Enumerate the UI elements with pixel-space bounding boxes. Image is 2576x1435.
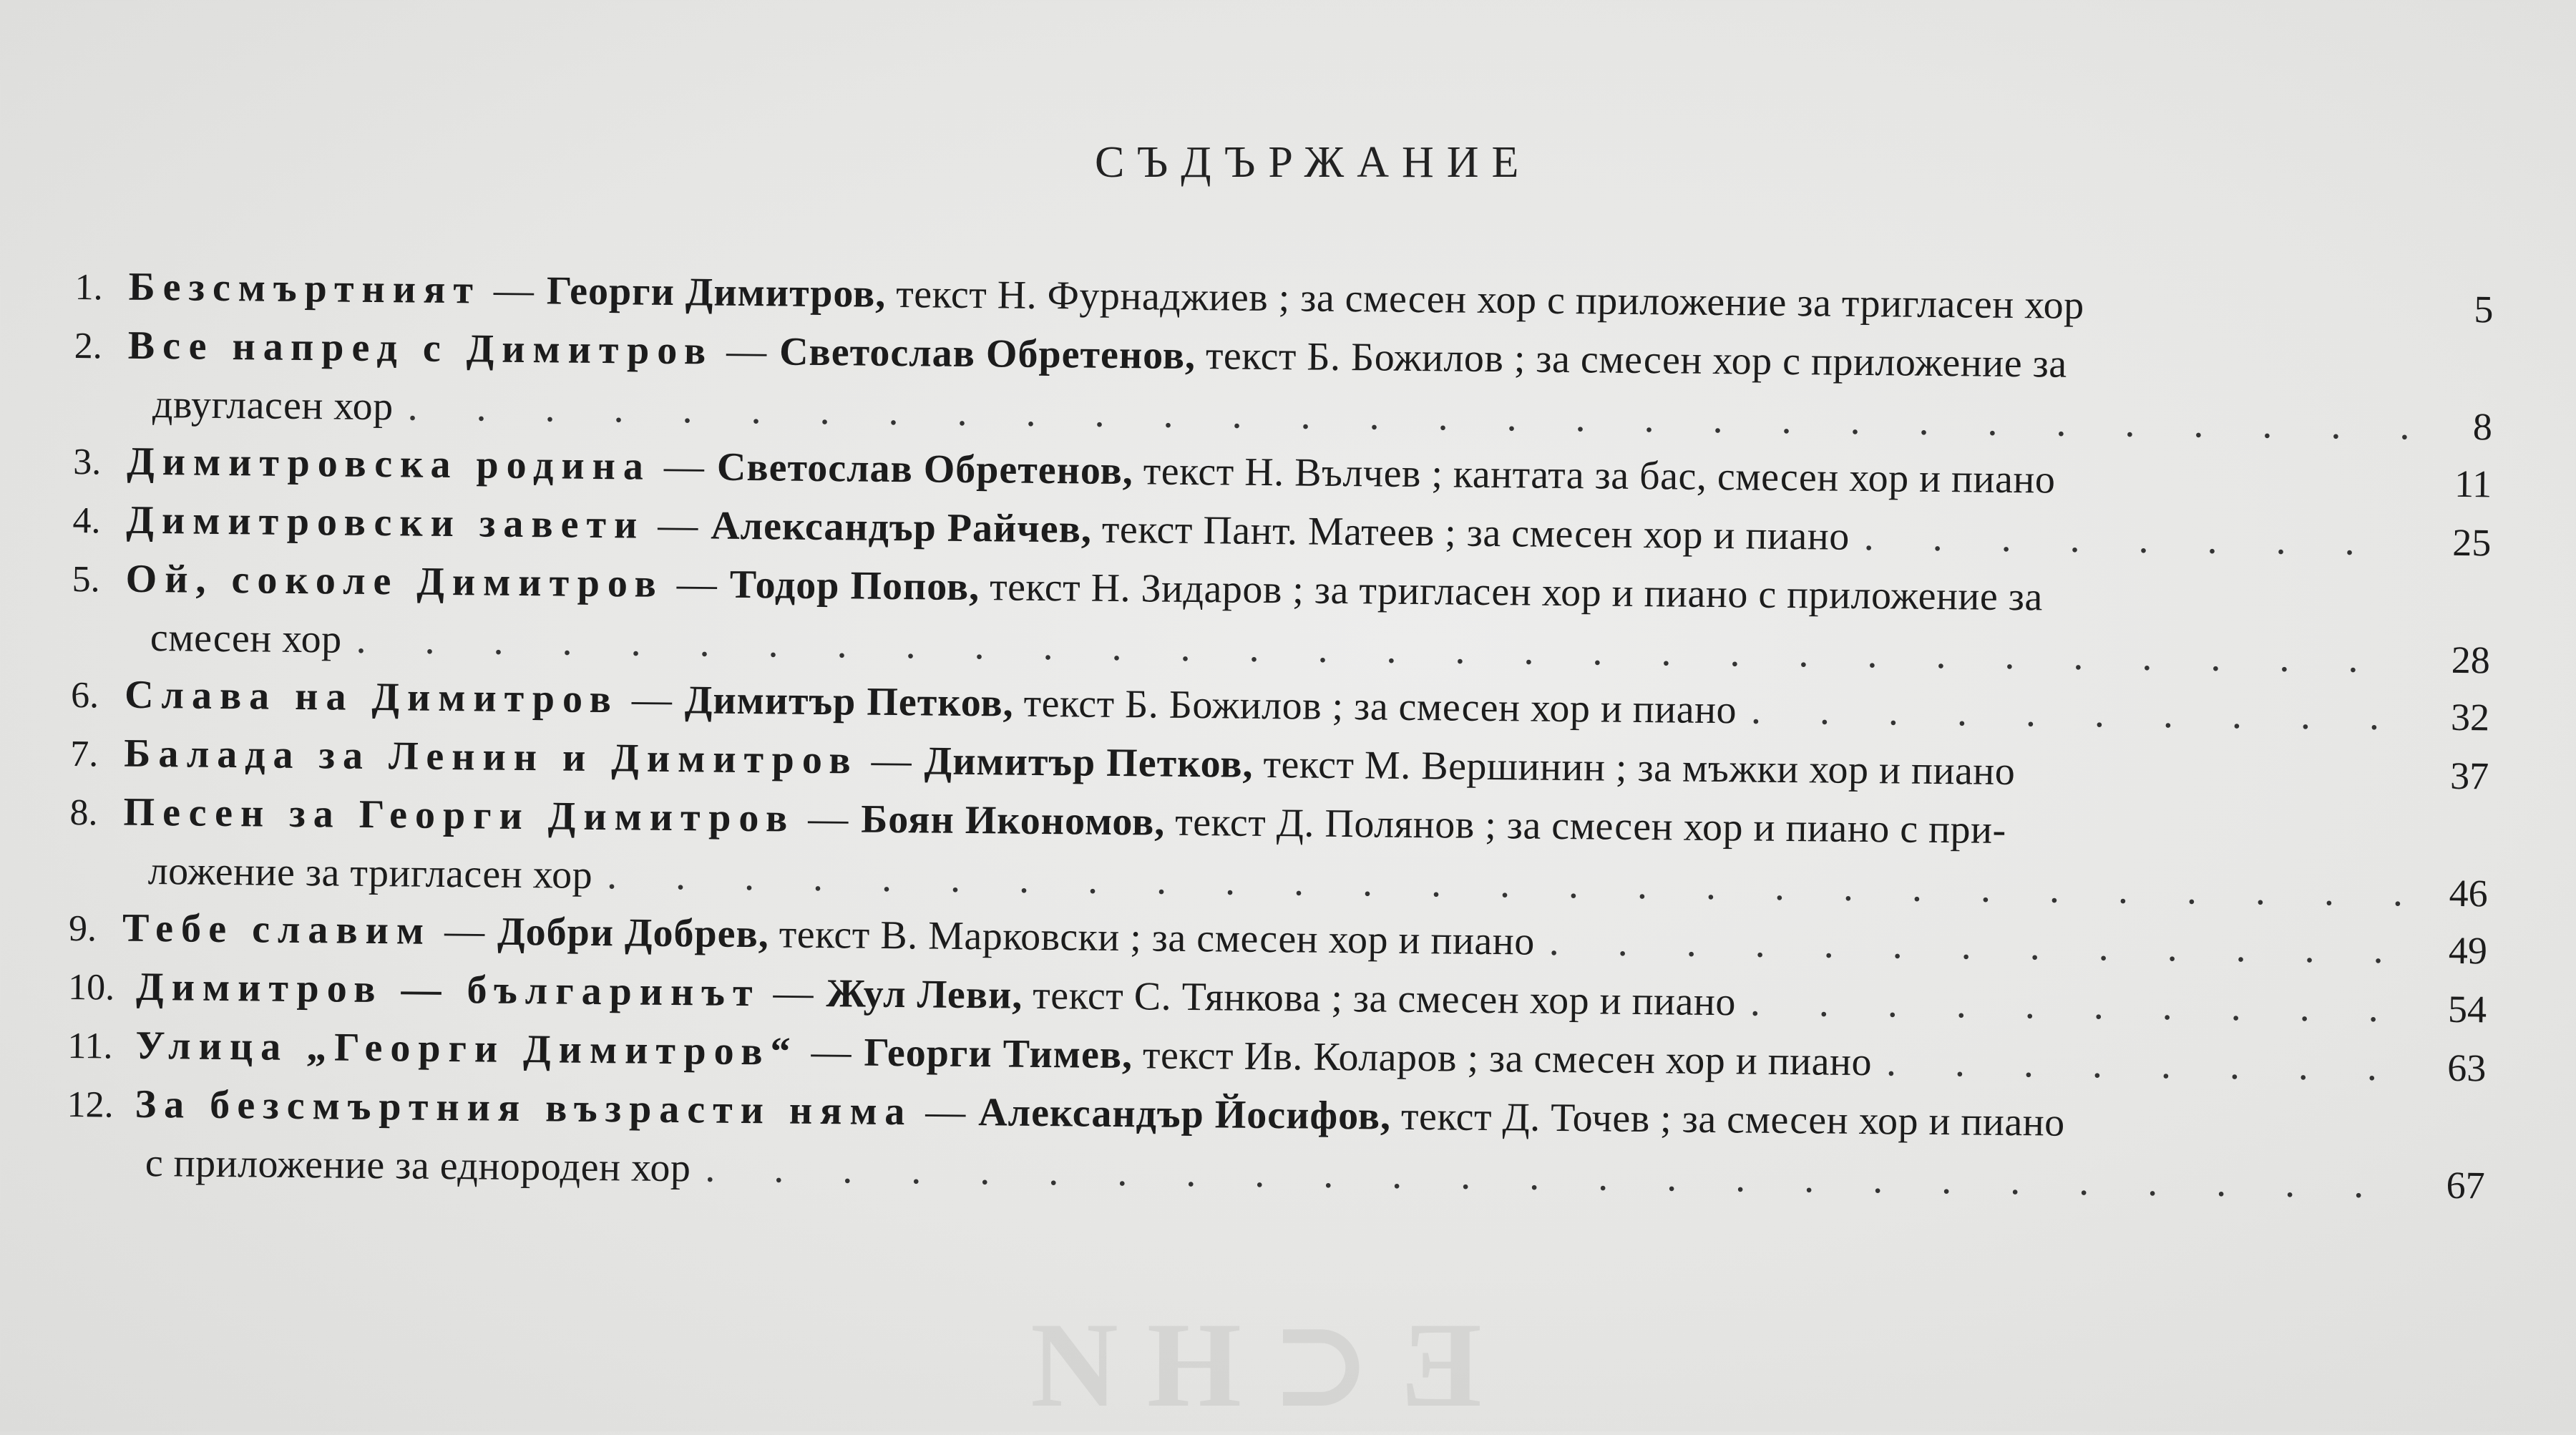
entry-number: 9. [68, 908, 97, 950]
entry-composer: Александър Йосифов, [977, 1090, 1392, 1139]
entry-composer: Жул Леви, [826, 971, 1023, 1018]
entry-composer: Добри Добрев, [497, 909, 770, 957]
entry-page-number: 63 [2446, 1046, 2487, 1090]
entry-separator: — [493, 268, 535, 313]
entry-details: текст Пант. Матеев ; за смесен хор и пиано [1101, 507, 1850, 559]
entry-composer: Светослав Обретенов, [779, 329, 1196, 379]
entry-page-number: 49 [2448, 928, 2488, 973]
entry-details: текст Б. Божилов ; за смесен хор и пиано [1023, 681, 1737, 733]
entry-details: текст Н. Фурнаджиев ; за смесен хор с приложение за тригласен хор [896, 272, 2084, 328]
entry-title: Слава на Димитров [124, 672, 620, 722]
entry-separator: — [773, 971, 814, 1016]
entry-page-number: 54 [2447, 987, 2487, 1031]
dot-leader [1750, 974, 2409, 1038]
entry-composer: Тодор Попов, [729, 562, 980, 610]
dot-leader [1751, 682, 2411, 746]
entry-details: текст Н. Вълчев ; кантата за бас, смесен хор и пиано [1143, 449, 2056, 502]
entry-page-number: 28 [2451, 638, 2491, 682]
toc-entry [72, 550, 2491, 689]
toc-entry [74, 316, 2493, 455]
entry-details: текст Н. Зидаров ; за тригласен хор и пиано с приложение за [989, 565, 2044, 620]
entry-details-continued: смесен хор [150, 616, 342, 662]
entry-page-number: 67 [2446, 1163, 2485, 1207]
entry-separator: — [663, 444, 705, 490]
entry-separator: — [657, 502, 698, 548]
entry-page-number: 37 [2449, 754, 2489, 798]
entry-details: текст Ив. Коларов ; за смесен хор и пиано [1142, 1033, 1873, 1085]
toc-entry [69, 783, 2488, 922]
entry-separator: — [726, 329, 767, 374]
entry-composer: Димитър Петков, [684, 678, 1014, 726]
entry-separator: — [811, 1029, 852, 1075]
entry-number: 1. [74, 266, 103, 308]
entry-title: Димитровски завети [126, 497, 645, 548]
entry-number: 3. [72, 441, 102, 483]
entry-composer: Боян Икономов, [860, 797, 1166, 845]
entry-details: текст С. Тянкова ; за смесен хор и пиано [1033, 973, 1737, 1025]
entry-details: текст Б. Божилов ; за смесен хор с приложение за [1205, 334, 2067, 386]
entry-separator: — [631, 677, 673, 723]
entry-page-number: 5 [2474, 288, 2494, 331]
entry-title: Димитров — българинът [135, 964, 761, 1016]
entry-number: 12. [67, 1084, 114, 1126]
entry-number: 6. [70, 674, 99, 716]
entry-title: Балада за Ленин и Димитров [124, 731, 859, 783]
entry-number: 5. [72, 558, 100, 600]
entry-separator: — [871, 738, 912, 784]
entry-title: Тебе славим [122, 905, 432, 953]
entry-number: 10. [67, 966, 115, 1008]
entry-composer: Светослав Обретенов, [716, 444, 1134, 494]
entry-number: 11. [67, 1025, 113, 1067]
entry-page-number: 46 [2449, 871, 2488, 915]
entry-details: текст Д. Точев ; за смесен хор и пиано [1400, 1094, 2066, 1145]
dot-leader [1886, 1033, 2408, 1096]
entry-separator: — [676, 562, 718, 607]
entry-title: Улица „Георги Димитров“ [135, 1023, 799, 1074]
entry-details-continued: ложение за тригласен хор [147, 849, 593, 898]
entry-title: Ой, соколе Димитров [125, 556, 665, 606]
entry-details: текст Д. Полянов ; за смесен хор и пиано с при- [1174, 799, 2006, 852]
entry-separator: — [924, 1089, 966, 1134]
entry-page-number: 11 [2454, 462, 2492, 506]
entry-details-continued: двугласен хор [152, 382, 394, 429]
entry-page-number: 25 [2452, 520, 2492, 565]
dot-leader [1548, 913, 2409, 979]
entry-separator: — [444, 908, 485, 954]
entry-details: текст М. Вершинин ; за мъжки хор и пиано [1263, 741, 2016, 794]
entry-details-continued: с приложение за еднороден хор [145, 1140, 691, 1191]
table-of-contents [66, 258, 2493, 1214]
entry-separator: — [807, 796, 849, 842]
contents-heading: СЪДЪРЖАНИЕ [1095, 138, 1532, 187]
entry-composer: Александър Райчев, [710, 503, 1093, 552]
entry-composer: Георги Тимев, [864, 1030, 1133, 1078]
entry-title: Димитровска родина [126, 439, 652, 489]
entry-page-number: 32 [2450, 695, 2490, 739]
entry-composer: Георги Димитров, [546, 268, 887, 316]
entry-details: текст В. Марковски ; за смесен хор и пиано [779, 912, 1536, 964]
entry-composer: Димитър Петков, [924, 739, 1254, 787]
entry-number: 2. [74, 325, 103, 367]
entry-number: 8. [69, 792, 98, 834]
entry-title: Безсмъртният [128, 264, 482, 313]
entry-page-number: 8 [2472, 405, 2493, 449]
entry-title: За безсмъртния възрасти няма [135, 1081, 913, 1134]
toc-entry [66, 1075, 2485, 1214]
entry-number: 7. [70, 733, 99, 775]
entry-title: Все напред с Димитров [127, 323, 714, 374]
show-through-text: NH⊃Ǝ [1030, 1298, 1511, 1432]
entry-title: Песен за Георги Димитров [123, 789, 796, 841]
entry-number: 4. [72, 500, 101, 542]
dot-leader [1863, 508, 2412, 570]
